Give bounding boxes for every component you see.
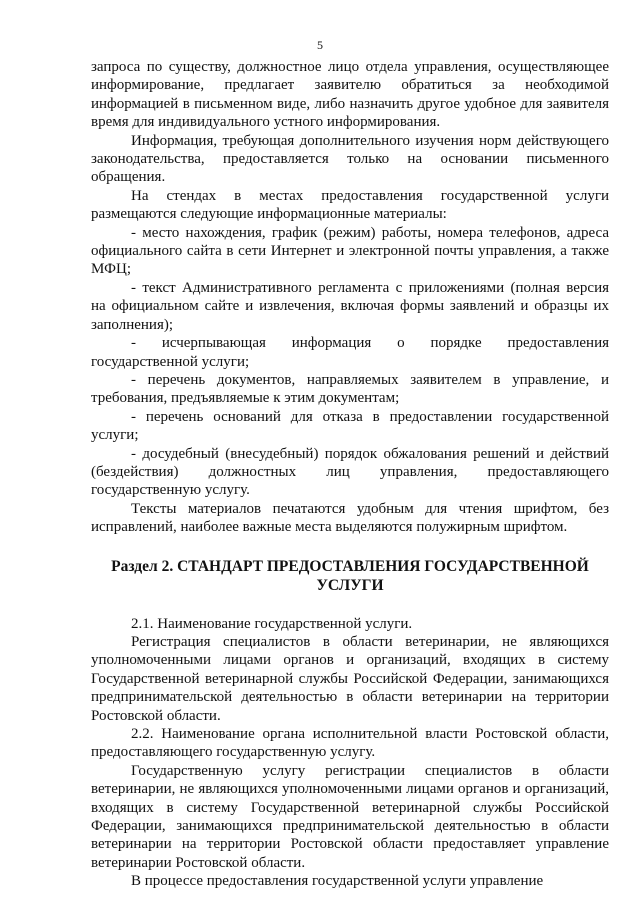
paragraph: На стендах в местах предоставления государственной услуги размещаются следующие информационные материалы: xyxy=(91,187,609,223)
page-number: 5 xyxy=(317,38,323,52)
paragraph: В процессе предоставления государственной услуги управление xyxy=(131,873,544,890)
document-body xyxy=(91,58,609,891)
list-item: - досудебный (внесудебный) порядок обжалования решений и действий (бездействия) должностных лиц управления, предоставляющего государственную услугу. xyxy=(91,445,609,499)
section-heading: Раздел 2. СТАНДАРТ ПРЕДОСТАВЛЕНИЯ ГОСУДАРСТВЕННОЙ УСЛУГИ xyxy=(111,557,589,594)
paragraph: Государственную услугу регистрации специалистов в области ветеринарии, не являющихся уполномоченными лицами органов и организаций, входящих в систему Государственной ветеринарной службы Российской Федерации, занимающихся предпринимательской деятельностью в области ветеринарии на территории Ростовской области предоставляет управление ветеринарии Ростовской области. xyxy=(91,762,609,871)
list-item: - перечень документов, направляемых заявителем в управление, и требования, предъявляемые к этим документам; xyxy=(91,371,609,407)
paragraph: Регистрация специалистов в области ветеринарии, не являющихся уполномоченными лицами органов и организаций, входящих в систему Государственной ветеринарной службы Российской Федерации, занимающихся предпринимательской деятельностью в области ветеринарии на территории Ростовской области. xyxy=(91,633,609,724)
list-item: - текст Административного регламента с приложениями (полная версия на официальном сайте и извлечения, включая формы заявлений и образцы их заполнения); xyxy=(91,279,609,333)
subsection-title: 2.2. Наименование органа исполнительной власти Ростовской области, предоставляющего государственную услугу. xyxy=(91,726,609,761)
list-item: - исчерпывающая информация о порядке предоставления государственной услуги; xyxy=(91,335,609,370)
paragraph: Информация, требующая дополнительного изучения норм действующего законодательства, предоставляется только на основании письменного обращения. xyxy=(91,132,609,186)
paragraph: запроса по существу, должностное лицо отдела управления, осуществляющее информирование, предлагает заявителю обратиться за необходимой информацией в письменном виде, либо назначить другое удобное для заявителя время для индивидуального устного информирования. xyxy=(91,59,609,131)
subsection-title: 2.1. Наименование государственной услуги. xyxy=(131,615,413,632)
list-item: - перечень оснований для отказа в предоставлении государственной услуги; xyxy=(91,408,609,444)
paragraph: Тексты материалов печатаются удобным для чтения шрифтом, без исправлений, наиболее важные места выделяются полужирным шрифтом. xyxy=(91,500,609,536)
list-item: - место нахождения, график (режим) работы, номера телефонов, адреса официального сайта в сети Интернет и электронной почты управления, а также МФЦ; xyxy=(91,224,609,278)
